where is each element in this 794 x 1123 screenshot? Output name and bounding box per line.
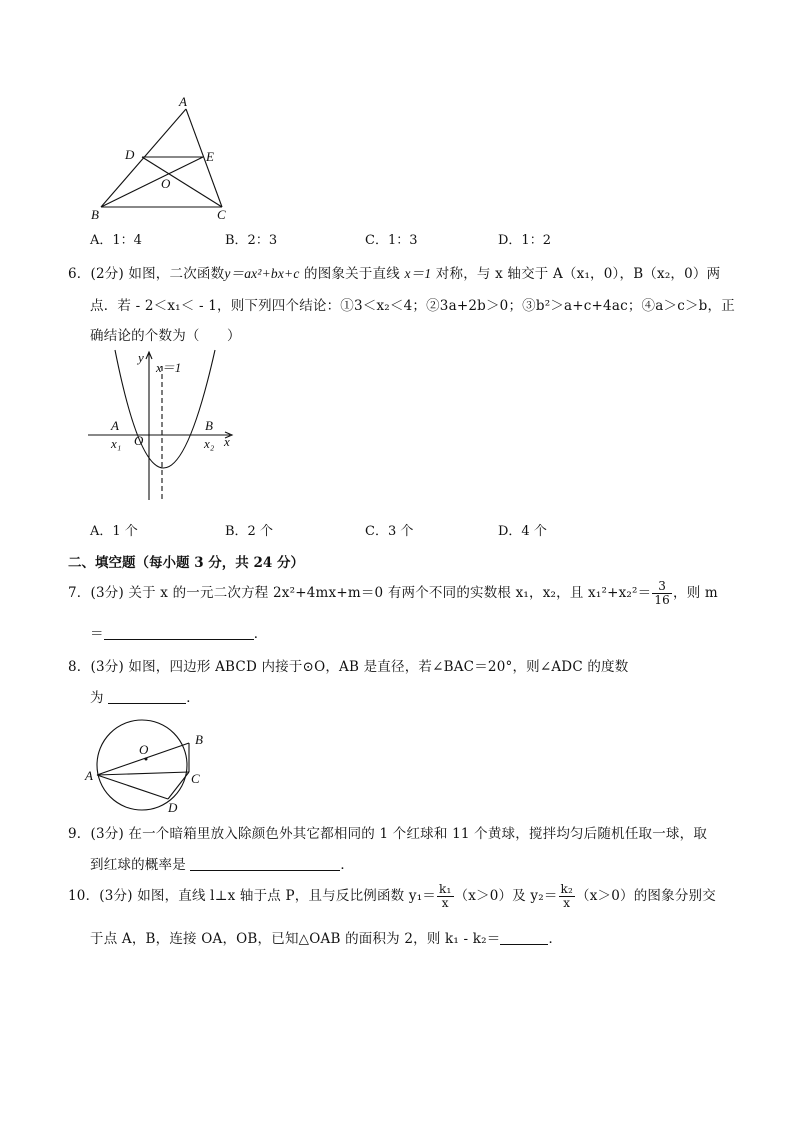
segment-dc	[142, 157, 222, 207]
q6-line2: 点．若 - 2＜x₁＜ - 1，则下列四个结论：①3＜x₂＜4；②3a+2b＞0；③b²＞a+c+4ac；④a＞c＞b，正	[90, 298, 735, 314]
label-d: D	[168, 800, 178, 815]
q6-option-c[interactable]: C．3 个	[365, 524, 414, 539]
label-o: O	[161, 176, 171, 191]
q5-option-d[interactable]: D．1：2	[498, 233, 551, 248]
q6-function: y＝ax²+bx+c	[224, 266, 300, 281]
chord-cd	[168, 772, 189, 799]
q7-answer-blank[interactable]	[104, 625, 254, 640]
label-d: D	[125, 147, 135, 162]
label-x: x	[224, 434, 230, 449]
q9-answer-blank[interactable]	[190, 856, 340, 871]
q6-line1	[68, 262, 720, 282]
q10-f1-num: k₁	[439, 882, 452, 896]
q10-fraction-1	[437, 883, 453, 910]
q7-line2	[90, 622, 267, 642]
label-b: B	[205, 418, 213, 433]
chord-ad	[97, 775, 168, 799]
label-e: E	[206, 149, 214, 164]
q8-answer-blank[interactable]	[108, 689, 186, 704]
q6-option-b[interactable]: B．2 个	[225, 524, 273, 539]
q10-fraction-2	[559, 883, 575, 910]
q8-line2	[90, 686, 200, 706]
q5-options	[90, 229, 610, 247]
q7-text-end: ，则 m	[673, 585, 718, 601]
q10-period: ．	[548, 931, 563, 947]
q6-line3: 确结论的个数为（ ）	[90, 328, 241, 344]
q10-line2	[90, 927, 562, 947]
q10-f2-num: k₂	[560, 882, 574, 896]
section-heading: 二、填空题（每小题 3 分，共 24 分）	[68, 555, 304, 571]
q6-axis: x＝1	[404, 266, 432, 281]
label-x2: x₂	[204, 436, 215, 451]
triangle-figure	[85, 95, 245, 225]
q7-fraction	[652, 580, 672, 607]
q9-line2	[90, 853, 354, 873]
q7-text: 7．(3分) 关于 x 的一元二次方程 2x²+4mx+m＝0 有两个不同的实数根 x₁，x₂，且 x₁²+x₂²＝	[68, 585, 652, 601]
center-point	[145, 758, 148, 761]
q7-equals: ＝	[90, 626, 104, 642]
parabola-figure	[100, 348, 260, 508]
q7-line1	[68, 580, 718, 607]
q10-text-4: 于点 A，B，连接 OA，OB，已知△OAB 的面积为 2，则 k₁ - k₂＝	[90, 931, 501, 947]
circle-o	[97, 720, 187, 810]
q10-answer-blank[interactable]	[500, 930, 548, 945]
q6-text-3: 对称，与 x 轴交于 A（x₁，0），B（x₂，0）两	[431, 266, 721, 282]
label-c: C	[217, 207, 226, 222]
q6-option-d[interactable]: D．4 个	[498, 524, 547, 539]
q10-f2-den: x	[563, 896, 571, 910]
q10-text-1: 10．(3分) 如图，直线 l⊥x 轴于点 P，且与反比例函数 y₁＝	[68, 888, 437, 904]
label-o: O	[139, 742, 149, 757]
q9-line1: 9．(3分) 在一个暗箱里放入除颜色外其它都相同的 1 个红球和 11 个黄球，搅拌均匀后随机任取一球，取	[68, 826, 708, 842]
q5-option-b[interactable]: B．2：3	[225, 233, 278, 248]
chord-ac	[97, 772, 189, 775]
q5-option-c[interactable]: C．1：3	[365, 233, 418, 248]
q7-period: ．	[253, 626, 268, 642]
q6-text-1: 6．(2分) 如图，二次函数	[68, 266, 225, 282]
q10-line1	[68, 883, 716, 910]
q6-text-2: 的图象关于直线	[299, 266, 405, 282]
q10-text-3: （x＞0）的图象分别交	[576, 888, 716, 904]
q5-option-a[interactable]: A．1：4	[90, 233, 142, 248]
q8-line1: 8．(3分) 如图，四边形 ABCD 内接于⊙O，AB 是直径，若∠BAC＝20°，则∠ADC 的度数	[68, 659, 629, 675]
segment-be	[101, 157, 203, 207]
label-axis-x1: x＝1	[156, 360, 182, 375]
circle-figure	[85, 710, 225, 820]
label-c: C	[191, 771, 200, 786]
q10-f1-den: x	[441, 896, 449, 910]
label-a: A	[111, 418, 119, 433]
q8-period: ．	[186, 690, 200, 706]
label-a: A	[85, 768, 93, 783]
label-b: B	[195, 732, 203, 747]
label-y: y	[138, 350, 144, 365]
q6-option-a[interactable]: A．1 个	[90, 524, 138, 539]
q9-period: ．	[340, 857, 355, 873]
q7-frac-num: 3	[652, 580, 672, 594]
label-a: A	[179, 94, 187, 109]
q7-frac-den: 16	[654, 593, 671, 607]
side-ac	[186, 109, 222, 207]
label-b: B	[91, 207, 99, 222]
label-o: O	[134, 433, 144, 448]
q8-text: 为	[90, 690, 109, 706]
q6-options	[90, 520, 610, 538]
q9-text: 到红球的概率是	[90, 857, 191, 873]
label-x1: x₁	[111, 436, 122, 451]
q10-text-2: （x＞0）及 y₂＝	[454, 888, 558, 904]
